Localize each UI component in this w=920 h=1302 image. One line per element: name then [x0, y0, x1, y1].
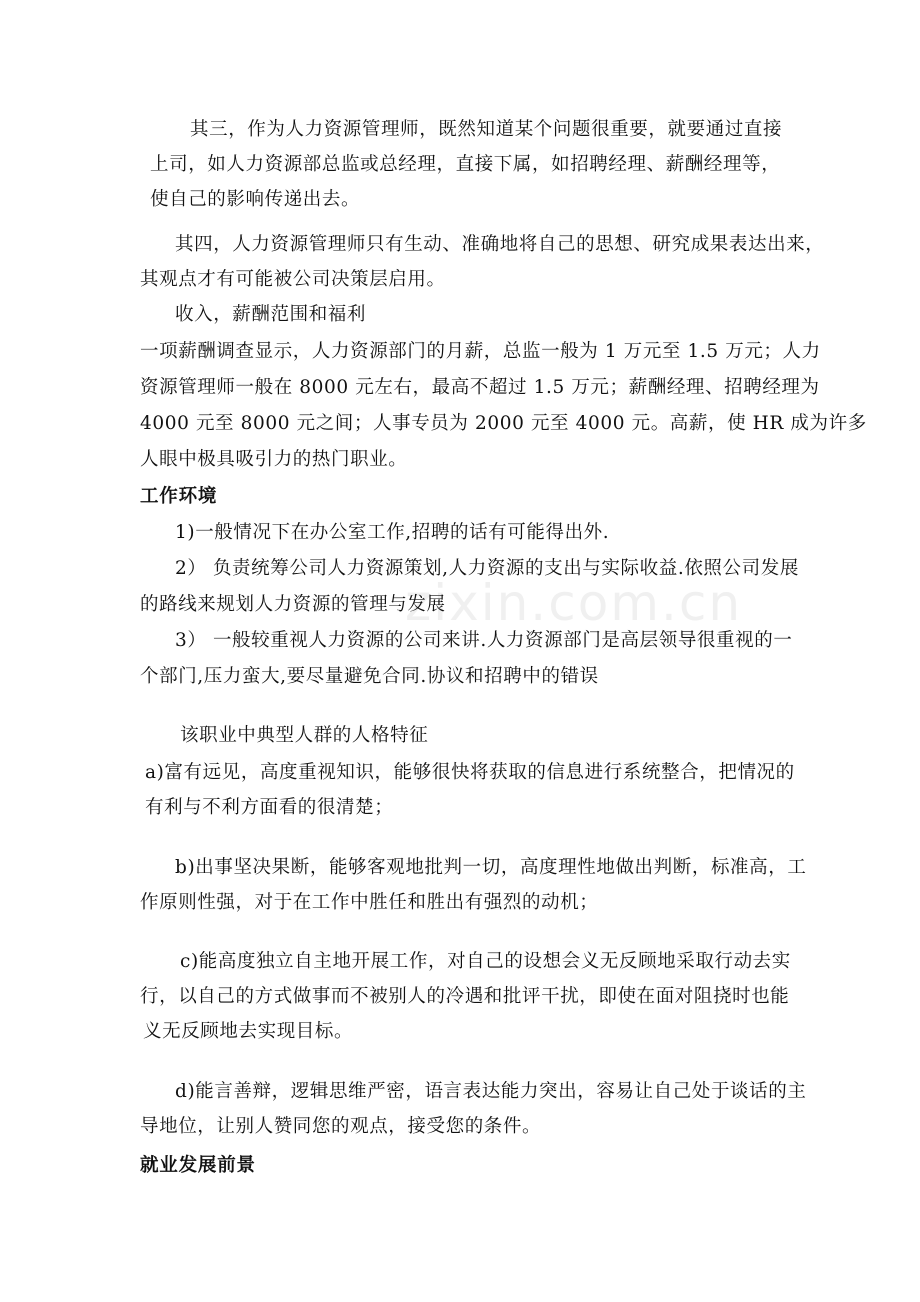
list-item-continuation: 有利与不利方面看的很清楚；	[145, 797, 394, 818]
paragraph-line: 其观点才有可能被公司决策层启用。	[140, 269, 446, 290]
list-item-continuation: 行，以自己的方式做事而不被别人的冷遇和批评干扰，即使在面对阻挠时也能	[140, 986, 790, 1007]
list-item: b)出事坚决果断，能够客观地批判一切，高度理性地做出判断，标准高，工	[175, 857, 807, 878]
section-heading: 就业发展前景	[140, 1155, 256, 1176]
section-subtitle: 收入，薪酬范围和福利	[175, 304, 367, 325]
paragraph-line: 上司，如人力资源部总监或总经理，直接下属，如招聘经理、薪酬经理等，	[150, 154, 781, 175]
list-item-continuation: 义无反顾地去实现目标。	[143, 1021, 354, 1042]
paragraph-line: 其三，作为人力资源管理师，既然知道某个问题很重要，就要通过直接	[190, 119, 783, 140]
list-item-continuation: 作原则性强，对于在工作中胜任和胜出有强烈的动机；	[140, 892, 599, 913]
list-item: 2） 负责统筹公司人力资源策划,人力资源的支出与实际收益.依照公司发展	[175, 558, 799, 579]
list-item: a)富有远见，高度重视知识，能够很快将获取的信息进行系统整合，把情况的	[145, 762, 795, 783]
list-item-continuation: 导地位，让别人赞同您的观点，接受您的条件。	[140, 1116, 542, 1137]
paragraph-line: 资源管理师一般在 8000 元左右，最高不超过 1.5 万元；薪酬经理、招聘经理为	[140, 377, 820, 398]
list-item: 1)一般情况下在办公室工作,招聘的话有可能得出外.	[175, 522, 610, 543]
list-item: d)能言善辩，逻辑思维严密，语言表达能力突出，容易让自己处于谈话的主	[175, 1081, 807, 1102]
watermark: zixin.com.cn	[405, 574, 743, 632]
paragraph-line: 一项薪酬调查显示，人力资源部门的月薪，总监一般为 1 万元至 1.5 万元；人力	[140, 341, 821, 362]
list-item-continuation: 个部门,压力蛮大,要尽量避免合同.协议和招聘中的错误	[140, 666, 599, 687]
paragraph-line: 其四，人力资源管理师只有生动、准确地将自己的思想、研究成果表达出来，	[175, 234, 825, 255]
list-item: c)能高度独立自主地开展工作，对自己的设想会义无反顾地采取行动去实	[180, 951, 791, 972]
list-item: 3） 一般较重视人力资源的公司来讲.人力资源部门是高层领导很重视的一	[175, 630, 793, 651]
paragraph-line: 人眼中极具吸引力的热门职业。	[140, 449, 408, 470]
paragraph-line: 4000 元至 8000 元之间；人事专员为 2000 元至 4000 元。高薪，使 HR 成为许多	[140, 413, 867, 434]
paragraph-line: 使自己的影响传递出去。	[150, 189, 361, 210]
section-subtitle: 该职业中典型人群的人格特征	[180, 725, 429, 746]
list-item-continuation: 的路线来规划人力资源的管理与发展	[140, 594, 446, 615]
section-heading: 工作环境	[140, 486, 218, 507]
